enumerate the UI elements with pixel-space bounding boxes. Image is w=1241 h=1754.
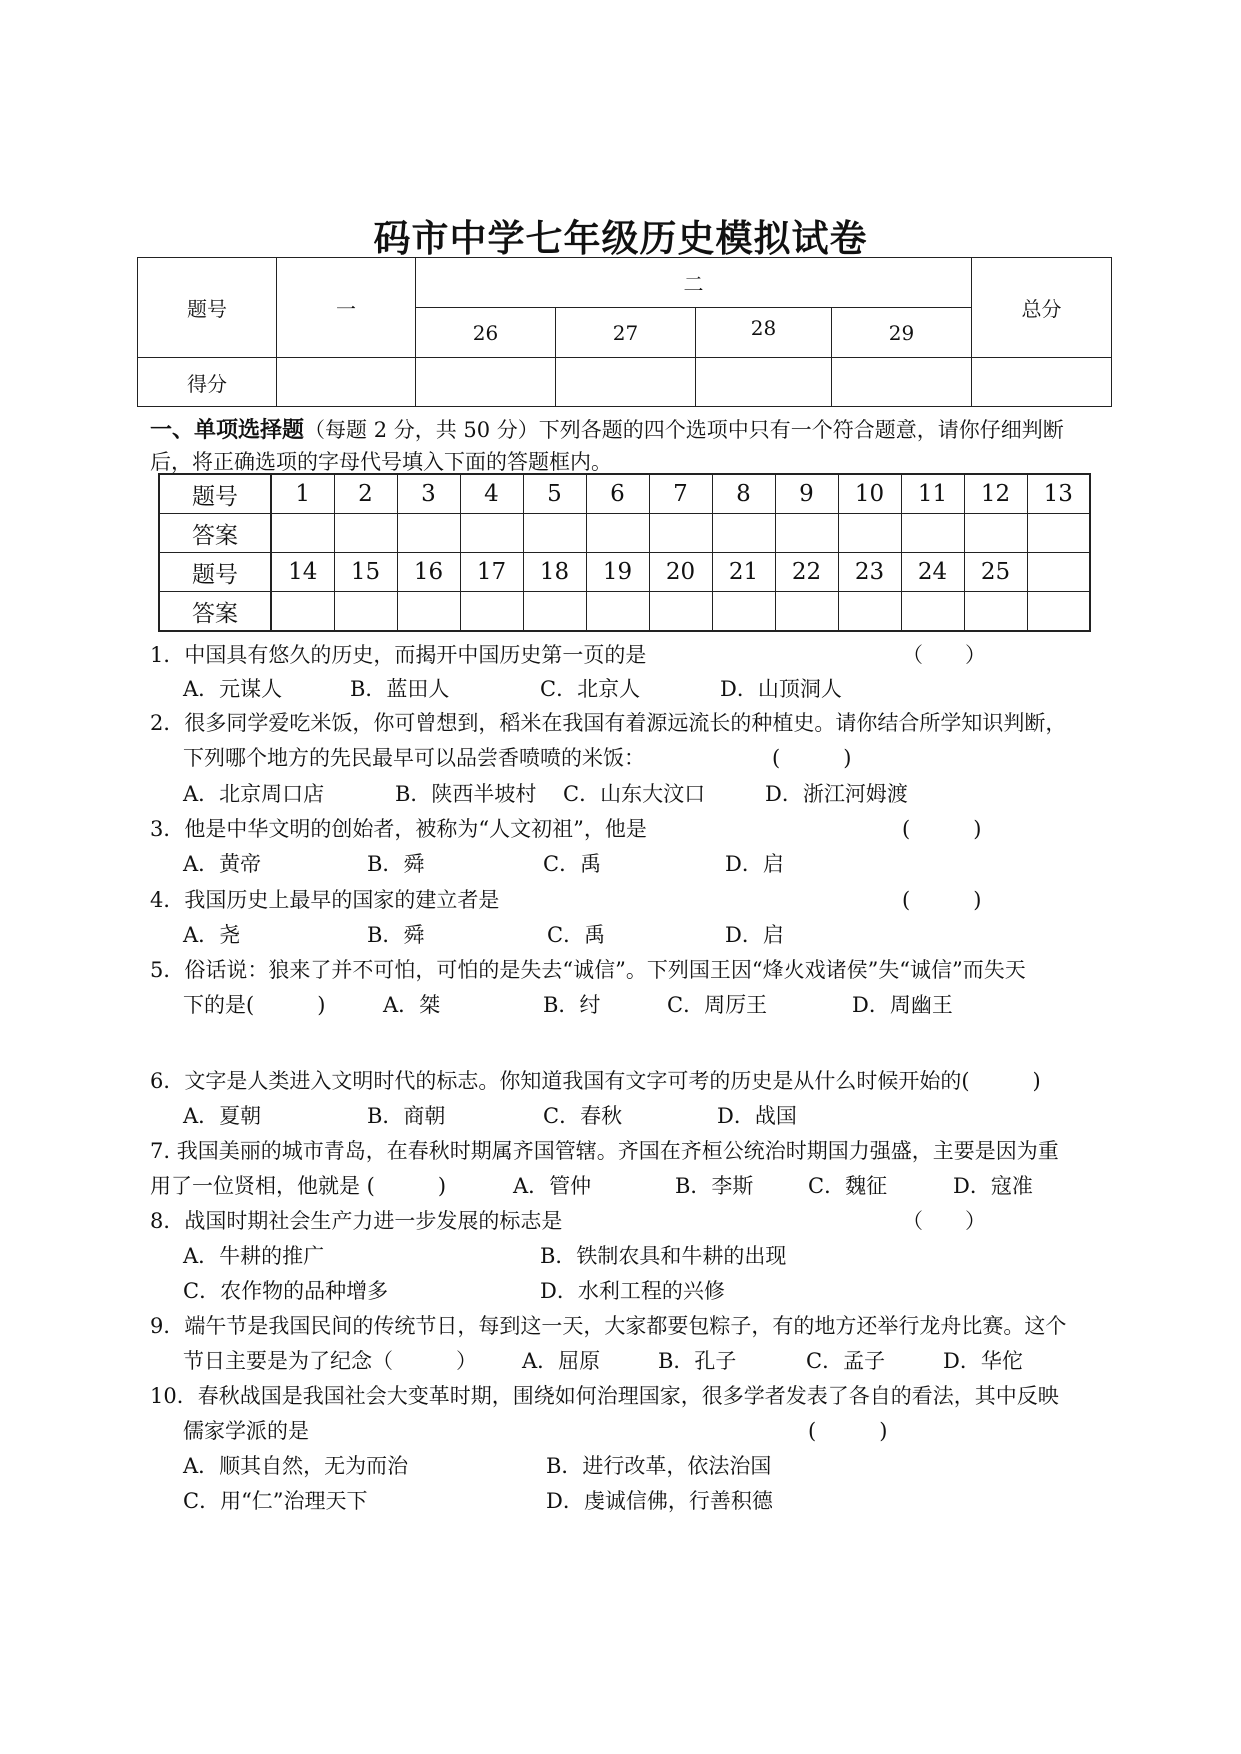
q1-option-c: C．北京人 [540, 677, 641, 701]
q5-option-d: D．周幽王 [852, 993, 953, 1017]
score-header-part1: 一 [277, 258, 416, 358]
q3-option-c: C．禹 [543, 852, 602, 876]
q2-stem-2: 下列哪个地方的先民最早可以品尝香喷喷的米饭： [183, 746, 645, 770]
q9-stem: 9．端午节是我国民间的传统节日，每到这一天，大家都要包粽子，有的地方还举行龙舟比赛。这个 [150, 1314, 1067, 1338]
question-number: 20 [649, 553, 712, 592]
question-number: 6 [586, 474, 649, 514]
q8-option-c: C．农作物的品种增多 [183, 1279, 389, 1303]
score-cell[interactable] [416, 358, 556, 407]
q10-option-d: D．虔诚信佛，行善积德 [546, 1489, 773, 1513]
q5-option-b: B．纣 [543, 993, 601, 1017]
answer-box[interactable] [397, 592, 460, 632]
q2-blank: ( ) [772, 746, 852, 770]
answer-box[interactable] [523, 592, 586, 632]
answer-box[interactable] [334, 514, 397, 553]
q5-stem: 5．俗话说：狼来了并不可怕，可怕的是失去“诚信”。下列国王因“烽火戏诸侯”失“诚信”而失天 [150, 958, 1026, 982]
q9-option-a: A．屈原 [522, 1349, 601, 1373]
question-number: 7 [649, 474, 712, 514]
q6-option-c: C．春秋 [543, 1104, 623, 1128]
answer-box[interactable] [775, 592, 838, 632]
score-col-29: 29 [832, 308, 972, 358]
answer-box[interactable] [901, 514, 964, 553]
question-number: 21 [712, 553, 775, 592]
score-cell[interactable] [832, 358, 972, 407]
q10-blank: ( ) [808, 1419, 888, 1443]
answer-box[interactable] [460, 514, 523, 553]
question-number [1027, 553, 1090, 592]
answer-box[interactable] [838, 514, 901, 553]
question-number: 15 [334, 553, 397, 592]
question-number: 9 [775, 474, 838, 514]
q10-stem: 10．春秋战国是我国社会大变革时期，围绕如何治理国家，很多学者发表了各自的看法，其中反映 [150, 1384, 1059, 1408]
q5-option-c: C．周厉王 [667, 993, 768, 1017]
answer-box[interactable] [586, 514, 649, 553]
q4-blank: ( ) [902, 888, 982, 912]
question-number: 2 [334, 474, 397, 514]
q9-option-b: B．孔子 [658, 1349, 737, 1373]
q4-option-d: D．启 [725, 923, 784, 947]
q3-stem: 3．他是中华文明的创始者，被称为“人文初祖”，他是 [150, 817, 647, 841]
q4-option-b: B．舜 [367, 923, 425, 947]
score-col-26: 26 [416, 308, 556, 358]
q6-stem: 6．文字是人类进入文明时代的标志。你知道我国有文字可考的历史是从什么时候开始的( ) [150, 1069, 1041, 1093]
q3-option-a: A．黄帝 [183, 852, 262, 876]
answer-box[interactable] [712, 592, 775, 632]
q6-option-b: B．商朝 [367, 1104, 446, 1128]
q9-stem-2: 节日主要是为了纪念（ ） [183, 1349, 477, 1373]
question-number: 13 [1027, 474, 1090, 514]
section1-line1 [150, 413, 1064, 444]
score-table [137, 257, 1112, 407]
answer-label-daan: 答案 [159, 514, 271, 553]
answer-box[interactable] [1027, 592, 1090, 632]
question-number: 12 [964, 474, 1027, 514]
answer-box[interactable] [334, 592, 397, 632]
answer-box[interactable] [649, 592, 712, 632]
score-col-28: 28 [696, 308, 832, 358]
answer-label-tihao: 题号 [159, 553, 271, 592]
answer-box[interactable] [838, 592, 901, 632]
answer-box[interactable] [712, 514, 775, 553]
score-cell[interactable] [696, 358, 832, 407]
answer-box[interactable] [901, 592, 964, 632]
question-number: 17 [460, 553, 523, 592]
q3-option-b: B．舜 [367, 852, 425, 876]
question-number: 19 [586, 553, 649, 592]
question-number: 24 [901, 553, 964, 592]
answer-box[interactable] [271, 592, 334, 632]
q6-option-d: D．战国 [717, 1104, 797, 1128]
question-number: 18 [523, 553, 586, 592]
answer-number-row-1 [159, 474, 1090, 514]
q6-option-a: A．夏朝 [183, 1104, 262, 1128]
question-number: 14 [271, 553, 334, 592]
question-number: 25 [964, 553, 1027, 592]
question-number: 1 [271, 474, 334, 514]
question-number: 10 [838, 474, 901, 514]
answer-table [158, 473, 1091, 632]
q1-option-b: B．蓝田人 [350, 677, 450, 701]
q7-stem-2: 用了一位贤相，他就是 ( ) [150, 1174, 447, 1198]
section1-note2: 后，将正确选项的字母代号填入下面的答题框内。 [150, 450, 612, 474]
answer-box[interactable] [460, 592, 523, 632]
answer-input-row-2 [159, 592, 1090, 632]
exam-title: 码市中学七年级历史模拟试卷 [373, 217, 868, 260]
question-number: 4 [460, 474, 523, 514]
q8-option-b: B．铁制农具和牛耕的出现 [540, 1244, 787, 1268]
answer-number-row-2 [159, 553, 1090, 592]
q1-option-a: A．元谋人 [183, 677, 283, 701]
answer-box[interactable] [586, 592, 649, 632]
q8-option-a: A．牛耕的推广 [183, 1244, 325, 1268]
section1-note: （每题 2 分，共 50 分）下列各题的四个选项中只有一个符合题意，请你仔细判断 [304, 418, 1064, 442]
answer-box[interactable] [964, 514, 1027, 553]
question-number: 23 [838, 553, 901, 592]
score-header-total: 总分 [972, 258, 1112, 358]
q9-option-c: C．孟子 [806, 1349, 886, 1373]
q2-option-a: A．北京周口店 [183, 782, 325, 806]
score-header-tihao: 题号 [138, 258, 277, 358]
question-number: 11 [901, 474, 964, 514]
q1-option-d: D．山顶洞人 [720, 677, 842, 701]
q2-option-d: D．浙江河姆渡 [765, 782, 908, 806]
answer-label-tihao: 题号 [159, 474, 271, 514]
q4-option-a: A．尧 [183, 923, 241, 947]
answer-label-daan: 答案 [159, 592, 271, 632]
q8-option-d: D．水利工程的兴修 [540, 1279, 725, 1303]
question-number: 16 [397, 553, 460, 592]
answer-box[interactable] [397, 514, 460, 553]
q10-option-a: A．顺其自然，无为而治 [183, 1454, 409, 1478]
q5-option-a: A．桀 [383, 993, 441, 1017]
q5-stem-2: 下的是( ) [183, 993, 326, 1017]
score-col-27: 27 [556, 308, 696, 358]
q7-option-b: B．李斯 [675, 1174, 754, 1198]
q3-option-d: D．启 [725, 852, 784, 876]
answer-box[interactable] [649, 514, 712, 553]
score-cell[interactable] [556, 358, 696, 407]
score-cell[interactable] [277, 358, 416, 407]
q8-stem: 8．战国时期社会生产力进一步发展的标志是 [150, 1209, 563, 1233]
section1-heading: 一、单项选择题 [150, 418, 305, 443]
q8-blank: （ ） [902, 1209, 986, 1233]
question-number: 3 [397, 474, 460, 514]
q10-option-b: B．进行改革，依法治国 [546, 1454, 772, 1478]
answer-box[interactable] [523, 514, 586, 553]
q7-option-d: D．寇准 [953, 1174, 1033, 1198]
answer-box[interactable] [1027, 514, 1090, 553]
q4-option-c: C．禹 [547, 923, 606, 947]
score-header-part2: 二 [416, 258, 972, 308]
score-cell[interactable] [972, 358, 1112, 407]
answer-box[interactable] [964, 592, 1027, 632]
question-number: 8 [712, 474, 775, 514]
q7-stem: 7. 我国美丽的城市青岛，在春秋时期属齐国管辖。齐国在齐桓公统治时期国力强盛，主要是因为重 [150, 1139, 1059, 1163]
q3-blank: ( ) [902, 817, 982, 841]
answer-box[interactable] [271, 514, 334, 553]
answer-input-row-1 [159, 514, 1090, 553]
q4-stem: 4．我国历史上最早的国家的建立者是 [150, 888, 500, 912]
q10-option-c: C．用“仁”治理天下 [183, 1489, 368, 1513]
answer-box[interactable] [775, 514, 838, 553]
score-label-defen: 得分 [138, 358, 277, 407]
q2-option-b: B．陕西半坡村 [395, 782, 537, 806]
q2-stem: 2．很多同学爱吃米饭，你可曾想到，稻米在我国有着源远流长的种植史。请你结合所学知识判断， [150, 711, 1067, 735]
question-number: 5 [523, 474, 586, 514]
q1-stem: 1．中国具有悠久的历史，而揭开中国历史第一页的是 [150, 643, 647, 667]
q10-stem-2: 儒家学派的是 [183, 1419, 309, 1443]
q7-option-a: A．管仲 [513, 1174, 592, 1198]
question-number: 22 [775, 553, 838, 592]
q1-blank: （ ） [902, 643, 986, 667]
q2-option-c: C．山东大汶口 [563, 782, 706, 806]
q9-option-d: D．华佗 [943, 1349, 1023, 1373]
q7-option-c: C．魏征 [808, 1174, 888, 1198]
